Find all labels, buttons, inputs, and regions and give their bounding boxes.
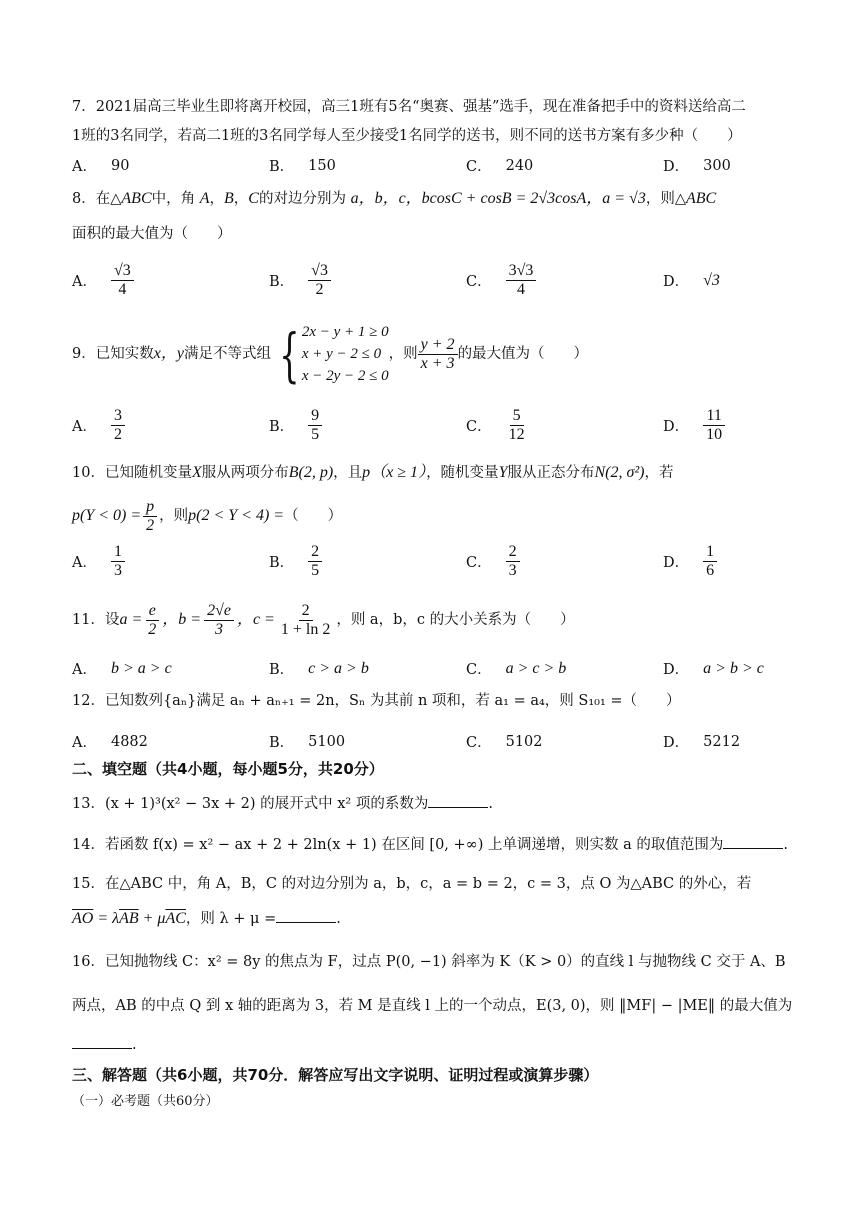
q13-answer-blank[interactable] <box>428 795 488 808</box>
q8-option-b[interactable]: B． $\frac{√3}{2}$ <box>269 262 466 300</box>
q12-option-a[interactable]: A． 4882 <box>72 733 148 751</box>
q9-options <box>72 407 800 445</box>
q11-option-a[interactable]: A． b > a > c <box>72 659 172 678</box>
q15-line1: 15．在△ABC 中，角 A，B，C 的对边分别为 a，b，c，a = b = 2，c = 3，点 O 为△ABC 的外心，若 <box>72 876 752 892</box>
q7-option-d[interactable]: D． 300 <box>663 157 731 175</box>
q7-line1: 7．2021届高三毕业生即将离开校园，高三1班有5名“奥赛、强基”选手，现在准备把手中的资料送给高二 <box>72 99 746 115</box>
q9-line1: 9．已知实数 x，y 满足不等式组 { 2x − y + 1 ≥ 0 x + y − 2 ≤ 0 x − 2y − 2 ≤ 0 ，则 $\frac{y + 2}{x + 3}$ 的最大值为（ ） <box>72 320 589 389</box>
q9-option-a[interactable]: A． $\frac{3}{2}$ <box>72 407 269 445</box>
q11-option-b[interactable]: B． c > a > b <box>269 659 369 678</box>
section-fill-in-heading: 二、填空题（共4小题，每小题5分，共20分） <box>72 760 384 778</box>
q8-option-d[interactable]: D． √3 <box>663 271 720 291</box>
q9-option-c[interactable]: C． $\frac{5}{12}$ <box>466 407 525 444</box>
q10-line2: p(Y < 0) = $\frac{p}{2}$ ，则 p(2 < Y < 4) = （ ） <box>72 498 343 535</box>
q10-option-c[interactable]: C． $\frac{2}{3}$ <box>466 543 663 581</box>
q16-line3: . <box>72 1036 800 1055</box>
q11-option-d[interactable]: D． a > b > c <box>663 659 764 678</box>
q8-options <box>72 262 800 300</box>
q10-option-b[interactable]: B． $\frac{2}{5}$ <box>269 543 466 581</box>
q16-line1: 16．已知抛物线 C：x² = 8y 的焦点为 F，过点 P(0, −1) 斜率为 K（K > 0）的直线 l 与抛物线 C 交于 A、B <box>72 954 786 970</box>
q8-line1: 8．在△ABC中，角 A，B，C的对边分别为 a，b，c，bcosC + cosB = 2√3cosA，a = √3，则△ABC <box>72 190 717 207</box>
q14-line: 14．若函数 f(x) = x² − ax + 2 + 2ln(x + 1) 在区间 [0, +∞) 上单调递增，则实数 a 的取值范围为 . <box>72 837 788 853</box>
q7-line2: 1班的3名同学，若高二1班的3名同学每人至少接受1名同学的送书，则不同的送书方案有多少种（ ） <box>72 128 742 144</box>
q10-option-a[interactable]: A． $\frac{1}{3}$ <box>72 543 269 581</box>
subsection-required: （一）必考题（共60分） <box>72 1094 219 1109</box>
q16-line2: 两点，AB 的中点 Q 到 x 轴的距离为 3，若 M 是直线 l 上的一个动点，E(3, 0)，则 ‖MF| − |ME‖ 的最大值为 <box>72 998 793 1014</box>
q10-line1: 10．已知随机变量X服从两项分布B(2, p)，且p（x ≥ 1），随机变量Y服从正态分布N(2, σ²)，若 <box>72 464 674 481</box>
q7-options <box>72 155 800 176</box>
section-answer-heading: 三、解答题（共6小题，共70分．解答应写出文字说明、证明过程或演算步骤） <box>72 1066 599 1084</box>
q12-line1: 12．已知数列{aₙ}满足 aₙ + aₙ₊₁ = 2n，Sₙ 为其前 n 项和，若 a₁ = a₄，则 S₁₀₁ =（ ） <box>72 693 681 709</box>
q7-option-a[interactable]: A． 90 <box>72 157 130 175</box>
q8-option-a[interactable]: A． $\frac{√3}{4}$ <box>72 262 269 300</box>
q9-option-d[interactable]: D． $\frac{11}{10}$ <box>663 407 783 445</box>
q9-inequality-system: { 2x − y + 1 ≥ 0 x + y − 2 ≤ 0 x − 2y − 2 ≤ 0 <box>279 320 389 389</box>
q14-answer-blank[interactable] <box>723 836 783 849</box>
q8-line2: 面积的最大值为（ ） <box>72 226 232 242</box>
q15-line2: $\overline{AO} = \lambda\overline{AB} + \mu\overline{AC}$，则 λ + μ = . <box>72 910 341 927</box>
q12-option-b[interactable]: B． 5100 <box>269 733 346 751</box>
q11-option-c[interactable]: C． a > c > b <box>466 659 567 678</box>
brace-icon: { <box>279 320 300 389</box>
q9-option-b[interactable]: B． $\frac{9}{5}$ <box>269 407 466 445</box>
q7-option-c[interactable]: C． 240 <box>466 157 534 175</box>
q11-options <box>72 658 800 679</box>
q10-options <box>72 543 800 581</box>
q10-option-d[interactable]: D． $\frac{1}{6}$ <box>663 543 783 581</box>
q13-line: 13．(x + 1)³(x² − 3x + 2) 的展开式中 x² 项的系数为 . <box>72 796 493 812</box>
q11-line1: 11．设 a = $\frac{e}{2}$ ，b = $\frac{2√e}{3}$ ，c = $\frac{2}{1 + \ln 2}$ ，则 a，b，c 的大小关系为（ ） <box>72 602 575 639</box>
q12-option-c[interactable]: C． 5102 <box>466 733 543 751</box>
q7-option-b[interactable]: B． 150 <box>269 157 336 175</box>
q16-answer-blank[interactable] <box>72 1036 132 1049</box>
q8-option-c[interactable]: C． $\frac{3√3}{4}$ <box>466 262 663 300</box>
q15-answer-blank[interactable] <box>276 910 336 923</box>
q12-options <box>72 731 800 752</box>
q12-option-d[interactable]: D． 5212 <box>663 733 741 751</box>
